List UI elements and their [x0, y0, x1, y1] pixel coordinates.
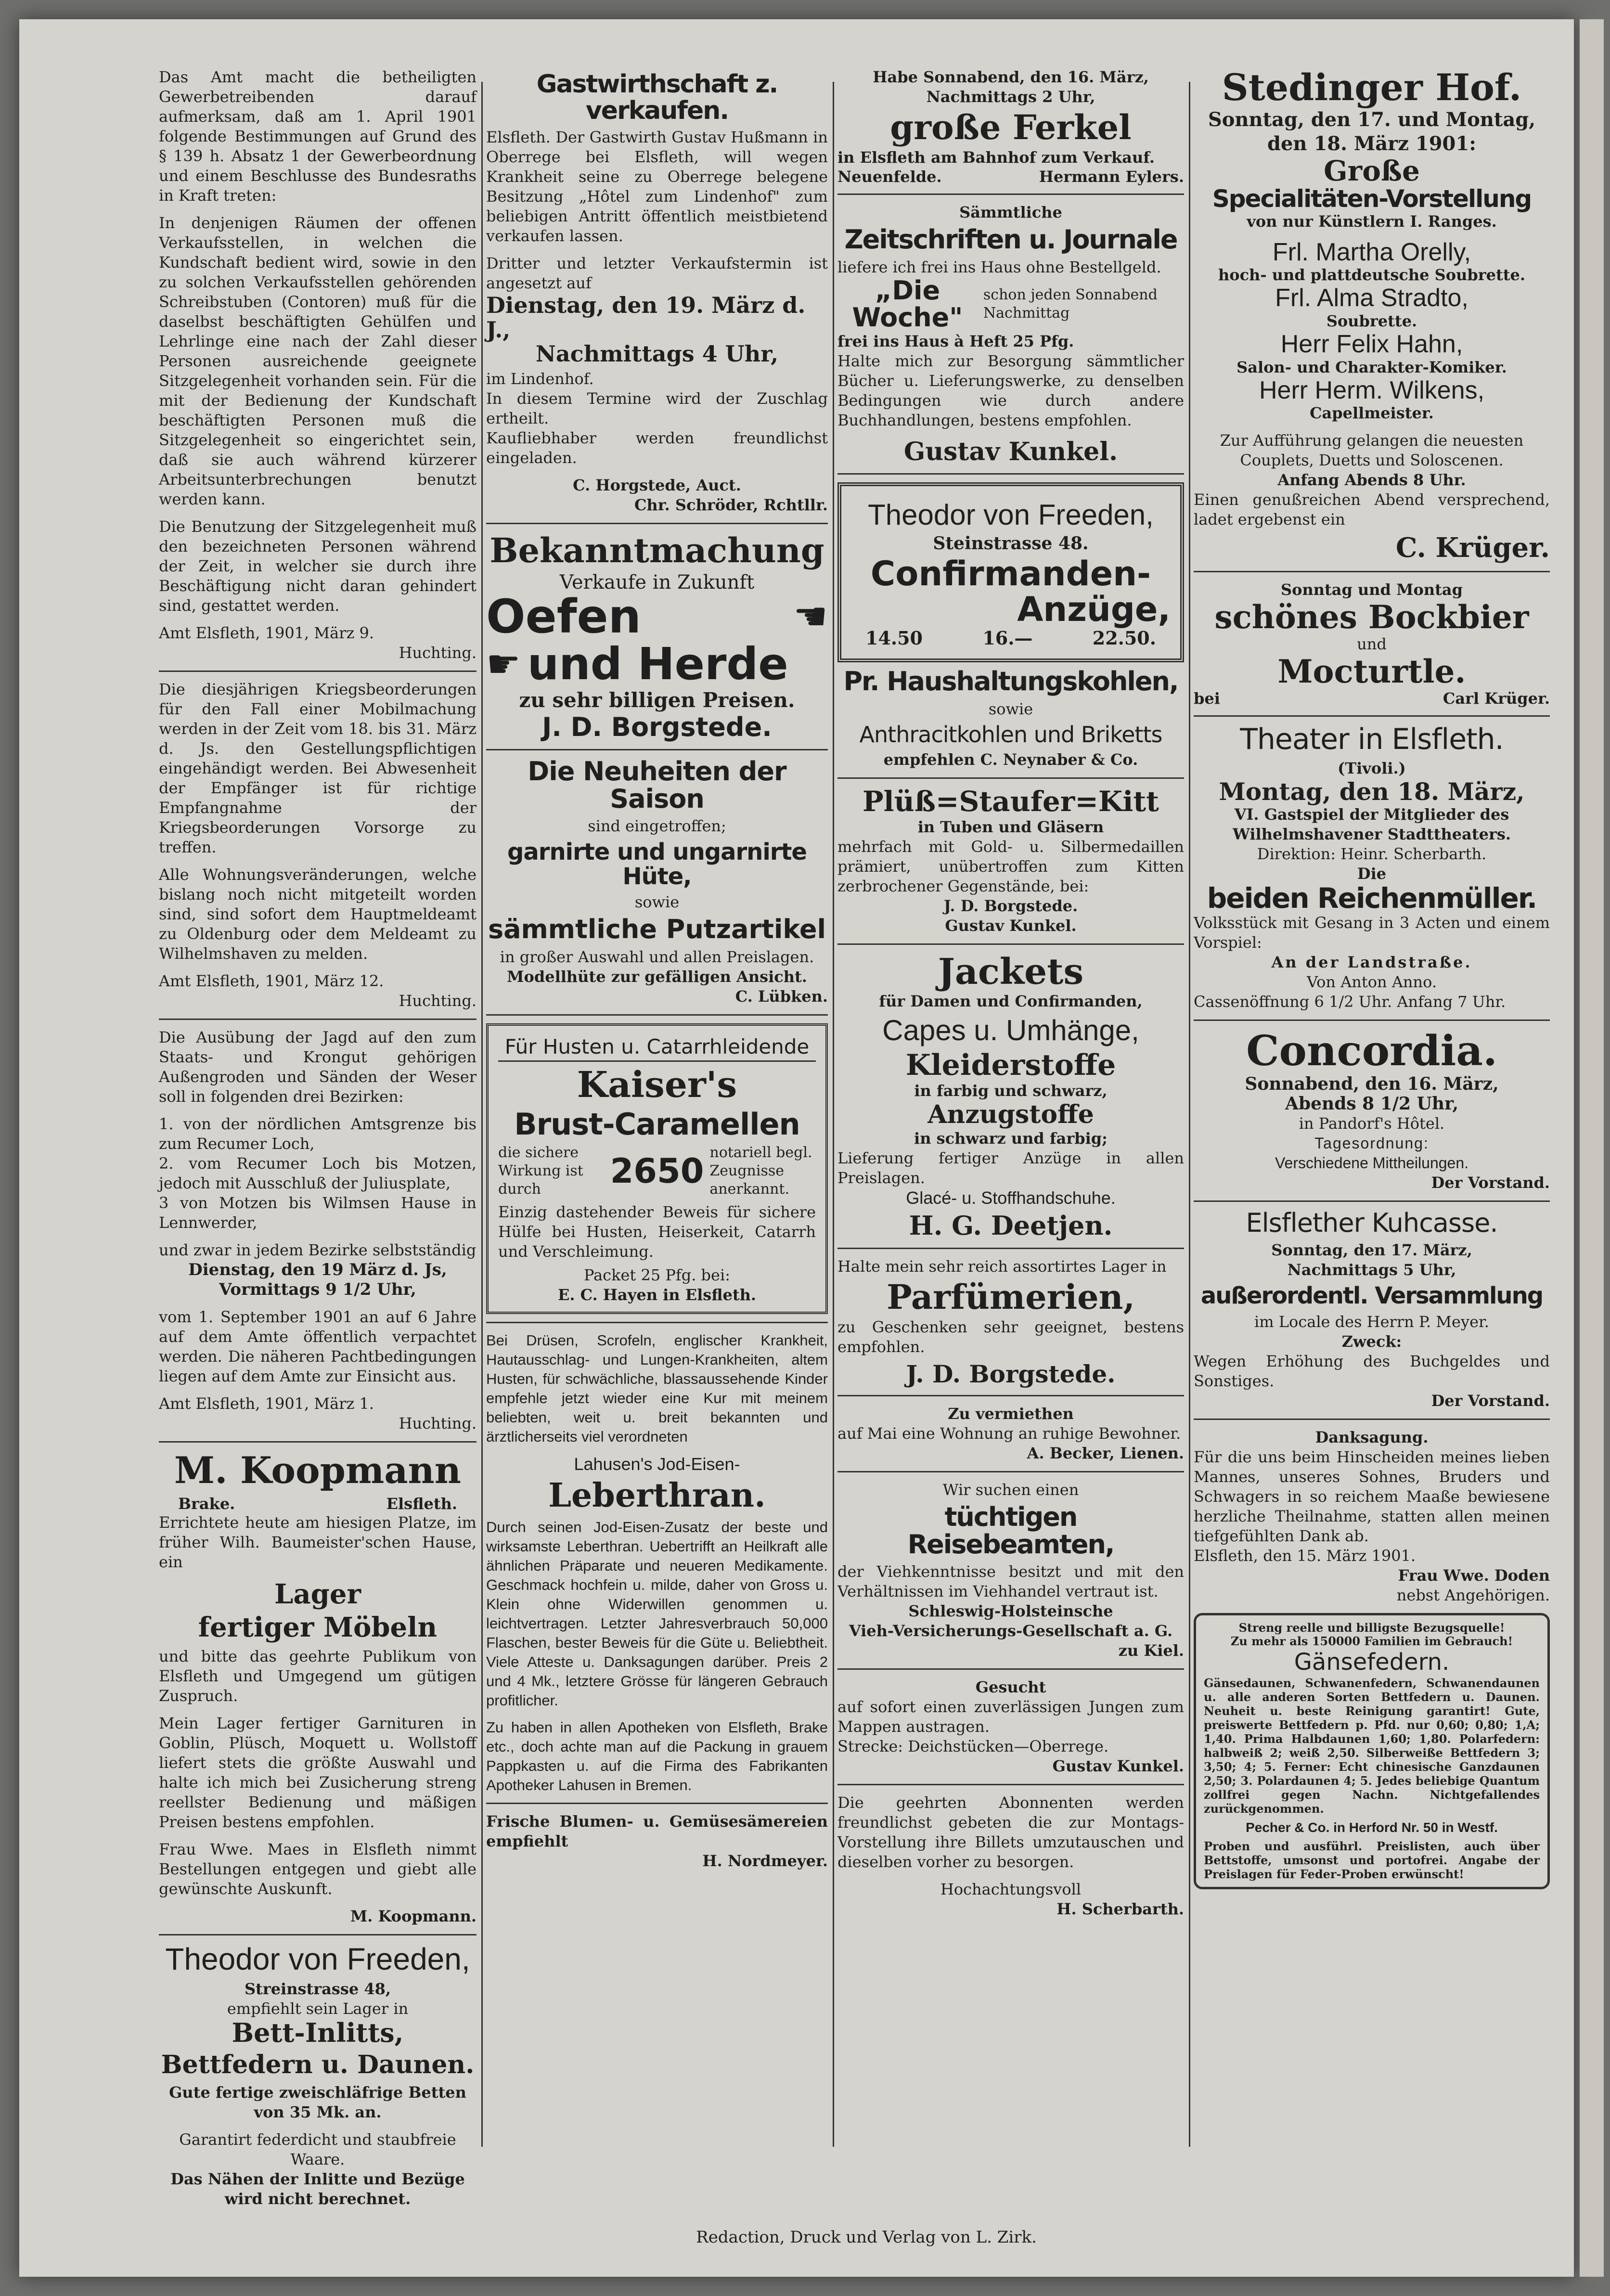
ad-text: Sämmtliche: [959, 203, 1062, 221]
divider: [486, 1014, 828, 1016]
ad-headline: Kleiderstoffe: [905, 1048, 1116, 1083]
ad-signature: M. Koopmann.: [350, 1907, 477, 1925]
ad-text: in schwarz und farbig;: [914, 1129, 1108, 1148]
ad-headline: Mocturtle.: [1277, 653, 1466, 691]
ad-text: in Pandorf's Hôtel.: [1299, 1114, 1445, 1133]
column-rule: [1189, 82, 1190, 2147]
ad-jackets-title: Jackets: [938, 951, 1084, 993]
ad-text: Wegen Erhöhung des Buchgeldes und Sonstiges.: [1194, 1352, 1550, 1390]
list-item: 3 von Motzen bis Wilmsen Hause in Lennwerder,: [159, 1194, 477, 1232]
ad-headline: Anzugstoffe: [927, 1100, 1094, 1130]
ad-text: VI. Gastspiel der Mitglieder des Wilhelmshavener Stadttheaters.: [1233, 805, 1511, 844]
notice-text: und zwar in jedem Bezirke selbstständig: [159, 1241, 477, 1259]
ad-headline: sämmtliche Putzartikel: [488, 914, 826, 945]
divider: [837, 777, 1184, 779]
ad-text: von nur Künstlern I. Ranges.: [1247, 212, 1497, 231]
ad-signature: Carl Krüger.: [1443, 689, 1550, 708]
ad-signature-row: [1194, 689, 1550, 708]
performer-role: Salon- und Charakter-Komiker.: [1236, 358, 1507, 376]
ad-text: Frische Blumen- u. Gemüsesämereien empfiehlt: [486, 1812, 828, 1851]
ad-gaensefedern-box: [1194, 1613, 1550, 1889]
ad-text: Cassenöffnung 6 1/2 Uhr. Anfang 7 Uhr.: [1194, 992, 1506, 1011]
ad-heading: Danksagung.: [1315, 1428, 1429, 1446]
ad-text: Zweck:: [1341, 1332, 1402, 1351]
column-2: [486, 67, 828, 2156]
divider: [837, 1668, 1184, 1670]
signature-name: Huchting.: [399, 992, 477, 1010]
ad-headline: Anzüge,: [1017, 589, 1171, 629]
ad-text: zu sehr billigen Preisen.: [519, 688, 795, 712]
ad-heading: Gesucht: [975, 1678, 1046, 1697]
ad-text: Lahusen's Jod-Eisen-: [574, 1454, 740, 1474]
column-rule: [481, 82, 483, 2147]
ad-concordia-title: Concordia.: [1246, 1026, 1497, 1075]
ad-text: (Tivoli.): [1338, 759, 1406, 778]
ad-text: Garantirt federdicht und staubfreie Waare.: [179, 2130, 456, 2168]
ad-text: der Viehkenntnisse besitzt und mit den Verhältnissen im Viehhandel vertraut ist.: [837, 1562, 1184, 1601]
ad-signature: C. Krüger.: [1395, 532, 1550, 564]
ad-text: Gänsedaunen, Schwanenfedern, Schwanendaunen u. alle anderen Sorten Bettfedern u. Daunen. Neuheit u. beste Reinigung garantirt! Gute, preiswerte Bettfedern p. Pfd. nur 0,60; 0,80; 1,A; 1,40. Prima Halbdaunen 1,60; 1,80. Polarfedern: halbweiß 2; weiß 2,50. Silberweiße Bettfedern 3; 3,50; 4; 5. Ferner: Echt chinesische Ganzdaunen 2,50; 3. Polardaunen 4; 5. Jedes beliebige Quantum zollfrei gegen Nachn. Nichtgefallendes zurückgenommen.: [1204, 1676, 1540, 1816]
ad-text: Halte mich zur Besorgung sämmtlicher Bücher u. Lieferungswerke, zu denselben Bedingungen wie durch andere Buchhandlungen, bestens empfohlen.: [837, 352, 1184, 430]
ad-text: An der Landstraße.: [1271, 953, 1472, 971]
ad-text: sind eingetroffen;: [588, 817, 726, 836]
ad-headline: Specialitäten-Vorstellung: [1212, 185, 1532, 213]
divider: [486, 749, 828, 750]
ad-address: Streinstrasse 48,: [244, 1979, 391, 1998]
notice-mobilization: Die diesjährigen Kriegsbeorderungen für den Fall einer Mobilmachung werden in der Zeit vom 18. bis 31. März d. Js. den Gestellungspflichtigen eingehändigt werden. Bei Abwesenheit der Empfänger ist für richtige Empfangnahme der Kriegsbeorderungen Vorsorge zu treffen.: [159, 680, 477, 856]
signature-place: Amt Elsfleth, 1901, März 9.: [159, 624, 374, 642]
ad-headline: Oefen: [486, 589, 641, 644]
ad-date: Sonntag, den 17. März,: [1271, 1241, 1472, 1260]
ad-signature: Gustav Kunkel.: [1052, 1757, 1184, 1776]
list-item: 2. vom Recumer Loch bis Motzen, jedoch mit Ausschluß der Juliusplate,: [159, 1154, 477, 1192]
ad-text: empfehlen C. Neynaber & Co.: [883, 750, 1138, 769]
performer-role: Soubrette.: [1326, 312, 1417, 331]
ad-text: Tagesordnung:: [1314, 1134, 1429, 1152]
ad-text: liefere ich frei ins Haus ohne Bestellgeld.: [837, 258, 1161, 276]
ad-text: Einzig dastehender Beweis für sichere Hülfe bei Husten, Heiserkeit, Catarrh und Verschleimung.: [498, 1203, 816, 1261]
ad-kaiser-box: [486, 1023, 828, 1315]
pointing-hand-icon: ☚: [793, 594, 828, 639]
ad-text: Zur Aufführung gelangen die neuesten Couplets, Duetts und Soloscenen.: [1220, 431, 1524, 470]
ad-headline: beiden Reichenmüller.: [1207, 882, 1537, 915]
ad-text: Streng reelle und billigste Bezugsquelle!: [1238, 1620, 1505, 1635]
ad-text: Von Anton Anno.: [1306, 972, 1437, 991]
ad-signature: Pecher & Co. in Herford Nr. 50 in Westf.: [1246, 1820, 1498, 1835]
ad-koopmann-places: [159, 1495, 477, 1513]
ad-text: Die: [1357, 864, 1387, 883]
signature-place: Amt Elsfleth, 1901, März 1.: [159, 1394, 374, 1413]
ad-text: Lieferung fertiger Anzüge in allen Preislagen.: [837, 1148, 1184, 1187]
ad-text: Das Nähen der Inlitte und Bezüge wird nicht berechnet.: [170, 2169, 465, 2208]
ad-signature: nebst Angehörigen.: [1396, 1586, 1550, 1604]
ad-text: Einen genußreichen Abend versprechend, ladet ergebenst ein: [1194, 490, 1550, 529]
ad-row: [486, 638, 828, 690]
performer-role: hoch- und plattdeutsche Soubrette.: [1218, 266, 1526, 284]
ad-text: und bitte das geehrte Publikum von Elsfleth und Umgegend um gütigen Zuspruch.: [159, 1647, 477, 1705]
divider: [837, 1395, 1184, 1396]
ad-parfuemerien-title: Parfümerien,: [887, 1277, 1135, 1317]
ad-text: die sichere Wirkung ist durch: [498, 1144, 583, 1198]
ad-text: Dritter und letzter Verkaufstermin ist angesetzt auf: [486, 254, 828, 293]
ad-text: in farbig und schwarz,: [914, 1082, 1108, 1100]
ad-row: [498, 1144, 816, 1199]
ad-headline: Anthracitkohlen und Briketts: [859, 721, 1162, 748]
ad-time: Nachmittags 4 Uhr,: [535, 341, 779, 367]
ad-signature: A. Becker, Lienen.: [1027, 1444, 1184, 1462]
ad-text: Glacé- u. Stoffhandschuhe.: [906, 1187, 1116, 1208]
ad-headline: Bett-Inlitts,: [232, 2017, 404, 2048]
ad-text: mehrfach mit Gold- u. Silbermedaillen prämiert, unübertroffen zum Kitten zerbrochener Gegenstände, bei:: [837, 838, 1184, 896]
ad-date: Sonntag, den 17. und Montag, den 18. März 1901:: [1208, 108, 1536, 155]
notice-text: Die Benutzung der Sitzgelegenheit muß den bezeichneten Personen während der Zeit, in welcher sie durch ihre Beschäftigung nicht daran gehindert sind, gestattet werden.: [159, 517, 477, 615]
ad-text: Wir suchen einen: [942, 1481, 1079, 1499]
divider: [1194, 571, 1550, 572]
ad-theater-title: Theater in Elsfleth.: [1240, 722, 1504, 757]
ad-text: zu Geschenken sehr geeignet, bestens empfohlen.: [837, 1318, 1184, 1356]
ad-kitt-title: Plüß=Staufer=Kitt: [863, 785, 1159, 818]
ad-signature: Der Vorstand.: [1431, 1173, 1550, 1192]
ad-signature: Hermann Eylers.: [1039, 168, 1184, 186]
ad-signature: H. G. Deetjen.: [909, 1210, 1113, 1241]
ad-text: Errichtete heute am hiesigen Platze, im früher Wilh. Baumeister'schen Hause, ein: [159, 1513, 477, 1571]
ad-text: Sonntag und Montag: [1281, 580, 1463, 599]
ad-text: Die geehrten Abonnenten werden freundlichst gebeten die zur Montags-Vorstellung ihre Billets umzutauschen und dieselben vorher zu besorgen.: [837, 1793, 1184, 1871]
ad-signature: Schleswig-Holsteinsche: [908, 1602, 1113, 1621]
divider: [486, 523, 828, 524]
signature-name: Huchting.: [399, 1414, 477, 1432]
ad-text: Elsfleth, den 15. März 1901.: [1194, 1546, 1416, 1565]
price: 16.—: [982, 627, 1033, 649]
notice-date: Dienstag, den 19 März d. Js,: [188, 1260, 447, 1279]
column-4: [1194, 67, 1550, 2156]
ad-text: Anfang Abends 8 Uhr.: [1277, 471, 1466, 490]
ad-freeden-title: Theodor von Freeden,: [165, 1941, 470, 1976]
ad-text: Zu mehr als 150000 Familien im Gebrauch!: [1230, 1634, 1513, 1648]
ad-text: Durch seinen Jod-Eisen-Zusatz der beste und wirksamste Leberthran. Uebertrifft an Heilkraft alle ähnlichen Präparate und neueren Medikamente. Geschmack hochfein u. milde, daher von Gross u. Klein ohne Widerwillen genommen u. leichtvertragen. Letzter Jahresverbrauch 50,000 Flaschen, bester Beweis für die Güte u. Beliebtheit. Viele Atteste u. Danksagungen darüber. Preis 2 und 4 Mk., letztere Grösse für längeren Gebrauch profitlicher.: [486, 1519, 828, 1709]
ad-text: Mein Lager fertiger Garnituren in Goblin, Plüsch, Moquett u. Wollstoff liefert stets die größte Auswahl und halte ich mich bei Zusicherung streng reellster Bedienung und mäßigen Preisen bestens empfohlen.: [159, 1714, 477, 1831]
performer-name: Herr Felix Hahn,: [1280, 330, 1463, 359]
ad-row: [486, 589, 828, 644]
ad-signature: J. D. Borgstede.: [943, 897, 1078, 916]
ad-signature: C. Horgstede, Auct.: [573, 476, 741, 494]
ad-text: Habe Sonnabend, den 16. März, Nachmittags 2 Uhr,: [873, 68, 1149, 106]
ad-text: In diesem Termine wird der Zuschlag ertheilt.: [486, 389, 828, 427]
ad-date: Sonnabend, den 16. März,: [1245, 1073, 1499, 1094]
ad-gastwirtschaft-title: Gastwirthschaft z. verkaufen.: [536, 70, 778, 125]
ad-text: Elsfleth. Der Gastwirth Gustav Hußmann in Oberrege bei Elsfleth, will wegen Krankheit seine zu Oberrege belegene Besitzung „Hôtel zum Lindenhof" zum beliebigen Antritt öffentlich meistbietend verkaufen lassen.: [486, 128, 828, 245]
ad-text: Modellhüte zur gefälligen Ansicht.: [507, 967, 807, 986]
ad-text: Verkaufe in Zukunft: [559, 571, 755, 593]
ad-number: 2650: [610, 1151, 704, 1191]
ad-headline: Lager: [274, 1578, 361, 1610]
ad-text: auf sofort einen zuverlässigen Jungen zum Mappen austragen.: [837, 1698, 1184, 1736]
ad-place: Neuenfelde.: [837, 168, 942, 186]
ad-headline: Für Husten u. Catarrhleidende: [498, 1036, 816, 1062]
ad-signature: zu Kiel.: [1118, 1641, 1184, 1660]
imprint-footer: Redaction, Druck und Verlag von L. Zirk.: [696, 2228, 1037, 2247]
divider: [837, 1784, 1184, 1785]
price: 22.50.: [1092, 627, 1156, 649]
ad-signature: Chr. Schröder, Rchtllr.: [634, 495, 828, 514]
divider: [159, 1441, 477, 1443]
ad-zeitschriften-title: Zeitschriften u. Journale: [844, 224, 1177, 255]
ad-leberthran-title: Leberthran.: [548, 1476, 766, 1515]
ad-text: Hochachtungsvoll: [940, 1880, 1082, 1899]
ad-koopmann-title: M. Koopmann: [174, 1449, 462, 1492]
ad-text: im Lindenhof.: [486, 369, 594, 388]
column-3: [837, 67, 1184, 2156]
ad-freeden-title: Theodor von Freeden,: [868, 499, 1154, 531]
divider: [837, 1471, 1184, 1472]
performer-name: Frl. Alma Stradto,: [1275, 284, 1468, 312]
ad-signature: J. D. Borgstede.: [906, 1360, 1116, 1388]
ad-date: Montag, den 18. März,: [1219, 777, 1525, 806]
performer-name: Frl. Martha Orelly,: [1272, 238, 1471, 266]
ad-text: im Locale des Herrn P. Meyer.: [1254, 1312, 1489, 1331]
divider: [1194, 715, 1550, 717]
ad-text: Strecke: Deichstücken—Oberrege.: [837, 1737, 1109, 1756]
ad-time: Abends 8 1/2 Uhr,: [1285, 1093, 1458, 1114]
divider: [837, 193, 1184, 195]
notice-text: vom 1. September 1901 an auf 6 Jahre auf dem Amte öffentlich verpachtet werden. Die näheren Pachtbedingungen liegen auf dem Amte zur Einsicht aus.: [159, 1308, 477, 1385]
ad-kuhcasse-title: Elsflether Kuhcasse.: [1246, 1207, 1498, 1238]
performer-name: Herr Herm. Wilkens,: [1259, 376, 1485, 404]
column-1: [159, 67, 477, 2208]
ad-headline: „Die Woche": [852, 275, 963, 333]
ad-headline: Confirmanden-: [870, 554, 1151, 594]
ad-signature: Gustav Kunkel.: [903, 437, 1118, 467]
ad-signature: Frau Wwe. Doden: [1398, 1566, 1550, 1585]
place-left: Brake.: [178, 1494, 235, 1513]
ad-signature: E. C. Hayen in Elsfleth.: [557, 1286, 757, 1304]
performer-role: Capellmeister.: [1310, 404, 1434, 423]
ad-text: Halte mein sehr reich assortirtes Lager in: [837, 1257, 1167, 1276]
ad-text: auf Mai eine Wohnung an ruhige Bewohner.: [837, 1424, 1181, 1443]
ad-row: [837, 277, 1184, 332]
ad-text: in Tuben und Gläsern: [917, 818, 1104, 837]
ad-gaensefedern-title: Gänsefedern.: [1294, 1648, 1450, 1676]
ad-signature: Vieh-Versicherungs-Gesellschaft a. G.: [849, 1622, 1173, 1640]
ad-kohlen-title: Pr. Haushaltungskohlen,: [843, 666, 1178, 697]
ad-headline: garnirte und ungarnirte Hüte,: [507, 838, 807, 890]
ad-text: sowie: [634, 893, 680, 912]
notice-shop-seating: Das Amt macht die betheiligten Gewerbetreibenden darauf aufmerksam, daß am 1. April 1901 folgende Bestimmungen auf Grund des § 139 h. Absatz 1 der Gewerbeordnung und einem Beschlusse des Bundesraths in Kraft treten:: [159, 68, 477, 205]
ad-neuheiten-title: Die Neuheiten der Saison: [528, 756, 786, 814]
ad-ferkel-title: große Ferkel: [890, 107, 1132, 147]
ad-text: empfiehlt sein Lager in: [227, 1999, 409, 2018]
ad-text: in großer Auswahl und allen Preislagen.: [500, 947, 814, 966]
ad-text: frei ins Haus à Heft 25 Pfg.: [837, 332, 1074, 351]
ad-text: schon jeden Sonnabend Nachmittag: [983, 286, 1158, 322]
ad-text: Bei Drüsen, Scrofeln, englischer Krankheit, Hautausschlag- und Lungen-Krankheiten, altem Husten, für schwächliche, blassaussehende Kinder empfehle jetzt wieder eine Kur mit meinem beliebten, weit u. breit bekannten und ärztlicherseits viel verordneten: [486, 1332, 828, 1445]
ad-text: notariell begl. Zeugnisse anerkannt.: [709, 1144, 812, 1198]
divider: [1194, 1419, 1550, 1420]
divider: [1194, 1019, 1550, 1021]
ad-text: Proben und ausführl. Preislisten, auch über Bettstoffe, umsonst und portofrei. Angabe der Preislagen für Feder-Proben erwünscht!: [1204, 1839, 1540, 1881]
ad-signature-row: [837, 168, 1184, 186]
ad-text: in Elsfleth am Bahnhof zum Verkauf.: [837, 148, 1155, 167]
list-item: 1. von der nördlichen Amtsgrenze bis zum Recumer Loch,: [159, 1115, 477, 1153]
notice-hunting: Die Ausübung der Jagd auf den zum Staats- und Krongut gehörigen Außengroden und Sänden der Weser soll in folgenden drei Bezirken:: [159, 1028, 477, 1106]
ad-signature: J. D. Borgstede.: [542, 712, 772, 743]
divider: [837, 943, 1184, 945]
divider: [159, 1934, 477, 1935]
divider: [486, 1322, 828, 1323]
ad-text: Packet 25 Pfg. bei:: [584, 1266, 730, 1285]
divider: [486, 1803, 828, 1804]
ad-bekanntmachung-title: Bekanntmachung: [489, 530, 824, 570]
divider: [837, 1248, 1184, 1249]
ad-signature: Der Vorstand.: [1431, 1391, 1550, 1410]
notice-text: In denjenigen Räumen der offenen Verkaufsstellen, in welchen die Kundschaft bedient wird, sowie in den zu solchen Verkaufsstellen gehörenden Schreibstuben (Contoren) muß für die daselbst beschäftigten Gehülfen und Lehrlinge eine nach der Zahl dieser Personen ausreichende geeignete Sitzgelegenheit vorhanden sein. Für die mit der Bedienung der Kundschaft beschäftigten Personen muß die Sitzgelegenheit so eingerichtet sein, daß sie auch während kürzerer Arbeitsunterbrechungen benutzt werden kann.: [159, 214, 477, 508]
ad-address: Steinstrasse 48.: [933, 533, 1089, 554]
place-right: Elsfleth.: [386, 1494, 457, 1513]
ad-stedinger-title: Stedinger Hof.: [1222, 66, 1522, 109]
ad-headline: und Herde: [527, 638, 788, 690]
ad-text: Verschiedene Mittheilungen.: [1275, 1154, 1469, 1172]
ad-text: Frau Wwe. Maes in Elsfleth nimmt Bestellungen entgegen und giebt alle gewünschte Auskunft.: [159, 1840, 477, 1898]
price: 14.50: [865, 627, 923, 649]
ad-freeden-box: [837, 482, 1184, 662]
ad-text: Volksstück mit Gesang in 3 Acten und einem Vorspiel:: [1194, 913, 1550, 952]
ad-signature: H. Scherbarth.: [1056, 1900, 1184, 1919]
ad-signature: Gustav Kunkel.: [945, 916, 1077, 935]
ad-text: sowie: [988, 699, 1033, 718]
divider: [159, 1019, 477, 1020]
signature-place: Amt Elsfleth, 1901, März 12.: [159, 972, 384, 990]
pointing-hand-icon: ☛: [486, 642, 521, 687]
divider: [837, 473, 1184, 475]
ad-prices: [851, 627, 1171, 649]
ad-date: Dienstag, den 19. März d. J.,: [486, 292, 806, 343]
ad-text: Kaufliebhaber werden freundlichst eingeladen.: [486, 428, 828, 467]
ad-text: für Damen und Confirmanden,: [879, 992, 1143, 1011]
ad-heading: Zu vermiethen: [948, 1405, 1074, 1423]
ad-text: Für die uns beim Hinscheiden meines lieben Mannes, unseres Sohnes, Bruders und Schwagers in so reichem Maaße bewiesene herzliche Theilnahme, statten allen meinen tiefgefühlten Dank ab.: [1194, 1447, 1550, 1545]
ad-text: bei: [1194, 689, 1220, 708]
ad-text: und: [1357, 635, 1387, 654]
ad-headline: fertiger Möbeln: [198, 1612, 438, 1644]
divider: [159, 671, 477, 672]
ad-text: Zu haben in allen Apotheken von Elsfleth, Brake etc., doch achte man auf die Packung in grauem Pappkasten u. auf die Firma des Fabrikanten Apotheker Lahusen in Bremen.: [486, 1719, 828, 1794]
ad-reisebeamten-title: tüchtigen Reisebeamten,: [907, 1502, 1114, 1560]
signature-name: Huchting.: [399, 644, 477, 662]
ad-headline: Capes u. Umhänge,: [882, 1014, 1139, 1047]
notice-text: Alle Wohnungsveränderungen, welche bislang noch nicht mitgeteilt worden sind, sind sofort dem Hauptmeldeamt zu Oldenburg oder dem Meldeamt zu Wilhelmshaven zu melden.: [159, 865, 477, 963]
ad-headline: Bettfedern u. Daunen.: [161, 2050, 475, 2080]
adjacent-page-edge: [1580, 19, 1604, 2277]
ad-headline: Brust-Caramellen: [514, 1107, 800, 1142]
notice-time: Vormittags 9 1/2 Uhr,: [219, 1280, 416, 1299]
column-rule: [833, 82, 834, 2147]
ad-bockbier-title: schönes Bockbier: [1214, 598, 1529, 636]
ad-kaiser-title: Kaiser's: [577, 1064, 737, 1106]
ad-time: Nachmittags 5 Uhr,: [1287, 1261, 1456, 1279]
ad-text: Direktion: Heinr. Scherbarth.: [1257, 845, 1487, 864]
ad-headline: Große: [1324, 154, 1420, 187]
ad-signature: C. Lübken.: [735, 987, 828, 1006]
ad-headline: außerordentl. Versammlung: [1200, 1282, 1543, 1310]
ad-signature: H. Nordmeyer.: [702, 1852, 828, 1870]
divider: [1194, 1200, 1550, 1202]
ad-text: Gute fertige zweischläfrige Betten von 35 Mk. an.: [169, 2083, 466, 2121]
